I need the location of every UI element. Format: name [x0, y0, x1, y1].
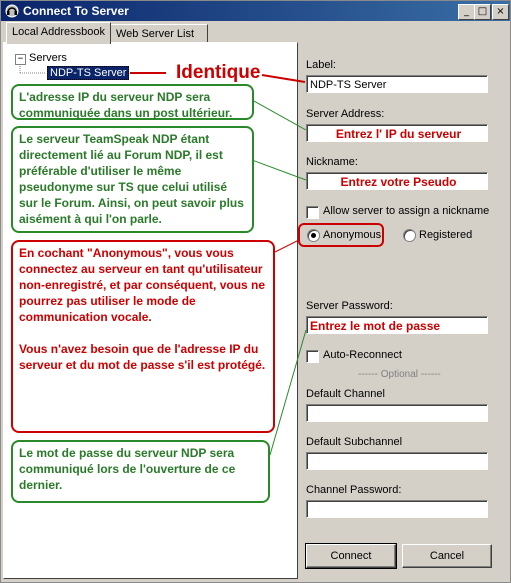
- auto-reconnect-checkbox[interactable]: [306, 350, 319, 363]
- annotation-note-forum: Le serveur TeamSpeak NDP étant directement lié au Forum NDP, il est préférable d'utiliser le même pseudonyme sur TS que celui utilisé sur le Forum. Ainsi, on peut savoir plus aisément à qui l'on parle.: [11, 126, 254, 233]
- server-address-value: Entrez l' IP du serveur: [335, 127, 462, 141]
- channel-password-input[interactable]: [306, 500, 488, 518]
- default-channel-input[interactable]: [306, 404, 488, 422]
- nickname-value: Entrez votre Pseudo: [340, 175, 457, 189]
- server-password-value: Entrez le mot de passe: [310, 319, 441, 333]
- auto-reconnect-label: Auto-Reconnect: [323, 349, 402, 361]
- allow-assign-nickname-label: Allow server to assign a nickname: [323, 205, 490, 217]
- tree-expander-icon[interactable]: −: [15, 54, 26, 65]
- annotation-note-anonymous: [11, 240, 275, 433]
- title-bar[interactable]: [1, 1, 510, 21]
- default-subchannel-input[interactable]: [306, 452, 488, 470]
- registered-label: Registered: [419, 229, 473, 241]
- default-subchannel-label: Default Subchannel: [306, 436, 403, 448]
- nickname-label: Nickname:: [306, 156, 358, 168]
- server-address-input[interactable]: [306, 124, 488, 142]
- window-title: Connect To Server: [23, 4, 129, 18]
- headset-icon: [5, 4, 19, 18]
- channel-password-label: Channel Password:: [306, 484, 402, 496]
- annotation-note-password: Le mot de passe du serveur NDP sera communiqué lors de l'ouverture de ce dernier.: [11, 440, 270, 503]
- label-input-value: NDP-TS Server: [310, 79, 387, 91]
- tab-local-addressbook[interactable]: Local Addressbook: [6, 22, 111, 44]
- server-password-input[interactable]: [306, 316, 488, 334]
- anonymous-highlight: [298, 223, 384, 247]
- server-address-label: Server Address:: [306, 108, 385, 120]
- tree-item-servers[interactable]: Servers: [29, 52, 67, 64]
- optional-separator: ------ Optional ------: [358, 369, 441, 380]
- connect-button[interactable]: Connect: [306, 544, 396, 568]
- tree-item-ndp-ts-server[interactable]: NDP-TS Server: [47, 66, 129, 80]
- anonymous-label: Anonymous: [323, 229, 382, 241]
- cancel-button[interactable]: Cancel: [402, 544, 492, 568]
- server-password-label: Server Password:: [306, 300, 393, 312]
- label-field-label: Label:: [306, 59, 336, 71]
- registered-radio[interactable]: [403, 229, 416, 242]
- minimize-button[interactable]: _: [458, 4, 475, 20]
- label-input[interactable]: [306, 75, 488, 93]
- annotation-note-anonymous-p2: Vous n'avez besoin que de l'adresse IP du serveur et du mot de passe s'il est protégé.: [19, 342, 266, 372]
- default-channel-label: Default Channel: [306, 388, 385, 400]
- annotation-note-anonymous-p1: En cochant "Anonymous", vous vous connectez au serveur en tant qu'utilisateur non-enregistré, et par conséquent, vous ne pourrez pas utiliser le mode de communication vocale.: [19, 246, 266, 324]
- maximize-button[interactable]: □: [474, 4, 491, 20]
- tab-web-server-list[interactable]: Web Server List: [110, 24, 208, 43]
- allow-assign-nickname-checkbox[interactable]: [306, 206, 319, 219]
- nickname-input[interactable]: [306, 172, 488, 190]
- annotation-note-ip: L'adresse IP du serveur NDP sera communiquée dans un post ultérieur.: [11, 84, 254, 120]
- annotation-identique: Identique: [176, 62, 261, 83]
- close-button[interactable]: ×: [492, 4, 509, 20]
